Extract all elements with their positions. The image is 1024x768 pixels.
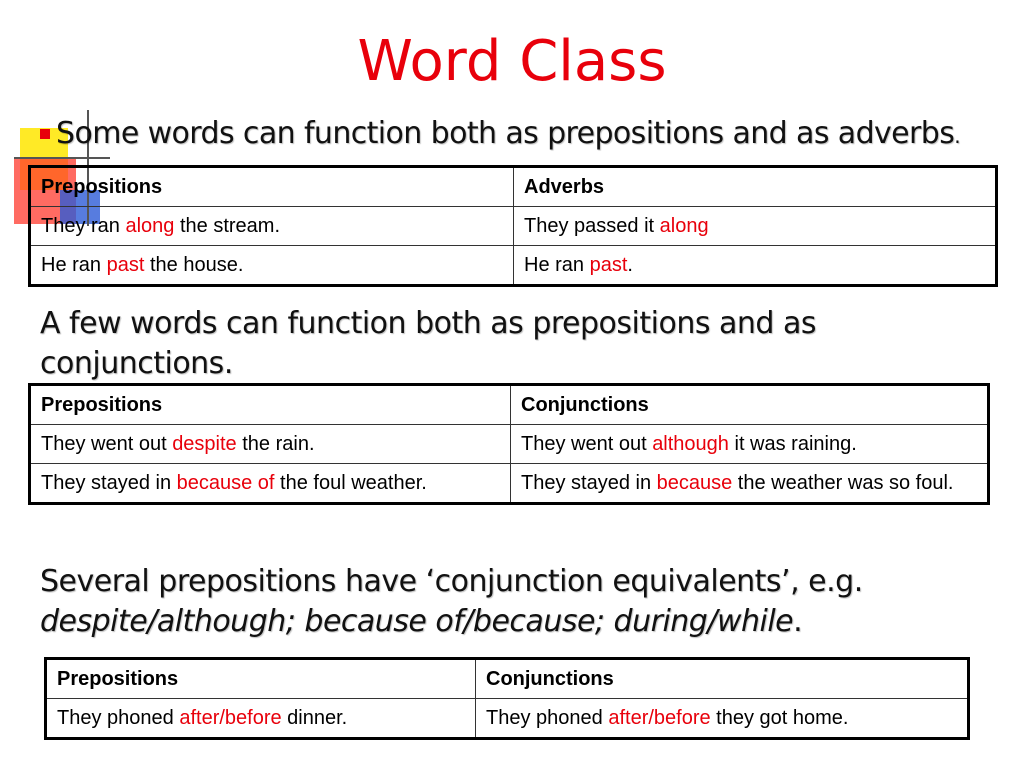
highlight-word: because of <box>176 472 275 494</box>
table-cell <box>30 464 511 504</box>
table-cell <box>511 425 989 464</box>
highlight-word: because <box>656 472 733 494</box>
table-cell <box>30 246 514 286</box>
highlight-word: past <box>106 254 145 276</box>
paragraph-period: . <box>793 604 803 639</box>
cell-text: it was raining. <box>728 433 857 455</box>
header-cell: Prepositions <box>30 385 511 425</box>
prepositions-conjunctions-table-2 <box>44 657 970 740</box>
cell-text: He ran <box>524 254 590 276</box>
bullet-square-icon <box>40 129 50 139</box>
highlight-word: despite <box>172 433 237 455</box>
cell-text: the rain. <box>236 433 315 455</box>
paragraph-italic-text: despite/although; because of/because; during/while <box>40 604 794 639</box>
table-row <box>30 425 989 464</box>
table-cell <box>476 699 969 739</box>
cell-text: They stayed in <box>521 472 657 494</box>
cell-text: the weather was so foul. <box>732 472 954 494</box>
cell-text: They phoned <box>57 707 180 729</box>
table-cell <box>30 207 514 246</box>
header-cell: Prepositions <box>46 659 476 699</box>
table-header-row <box>30 385 989 425</box>
table-header-row <box>46 659 969 699</box>
table-cell <box>511 464 989 504</box>
highlight-word: although <box>652 433 729 455</box>
table-row <box>30 207 997 246</box>
bullet-point <box>40 114 960 156</box>
cell-text: . <box>627 254 633 276</box>
horizontal-line-decoration <box>14 157 110 159</box>
cell-text: They ran <box>41 215 126 237</box>
table-cell <box>46 699 476 739</box>
highlight-word: past <box>589 254 628 276</box>
bullet-text: Some words can function both as prepositions and as adverbs <box>56 116 955 151</box>
table-cell <box>514 207 997 246</box>
prepositions-conjunctions-table <box>28 383 990 505</box>
table-cell <box>30 425 511 464</box>
cell-text: They phoned <box>486 707 609 729</box>
cell-text: the house. <box>144 254 244 276</box>
cell-text: They stayed in <box>41 472 177 494</box>
header-cell: Conjunctions <box>511 385 989 425</box>
table-row <box>46 699 969 739</box>
table-cell <box>514 246 997 286</box>
highlight-word: after/before <box>608 707 711 729</box>
header-cell: Prepositions <box>30 167 514 207</box>
bullet-period: . <box>954 124 960 148</box>
slide-title: Word Class <box>357 29 667 94</box>
cell-text: dinner. <box>281 707 348 729</box>
cell-text: They went out <box>41 433 173 455</box>
cell-text: the stream. <box>174 215 281 237</box>
header-cell: Adverbs <box>514 167 997 207</box>
cell-text: the foul weather. <box>274 472 427 494</box>
table-row <box>30 246 997 286</box>
cell-text: They went out <box>521 433 653 455</box>
header-cell: Conjunctions <box>476 659 969 699</box>
table-header-row <box>30 167 997 207</box>
highlight-word: along <box>125 215 175 237</box>
cell-text: they got home. <box>710 707 849 729</box>
paragraph-text: Several prepositions have ‘conjunction equivalents’, e.g. <box>40 564 863 599</box>
highlight-word: after/before <box>179 707 282 729</box>
highlight-word: along <box>659 215 709 237</box>
prepositions-adverbs-table <box>28 165 998 287</box>
cell-text: They passed it <box>524 215 660 237</box>
cell-text: He ran <box>41 254 107 276</box>
table-row <box>30 464 989 504</box>
paragraph-conjunctions: A few words can function both as prepositions and as conjunctions. <box>40 306 816 381</box>
paragraph-equivalents <box>40 562 1000 642</box>
